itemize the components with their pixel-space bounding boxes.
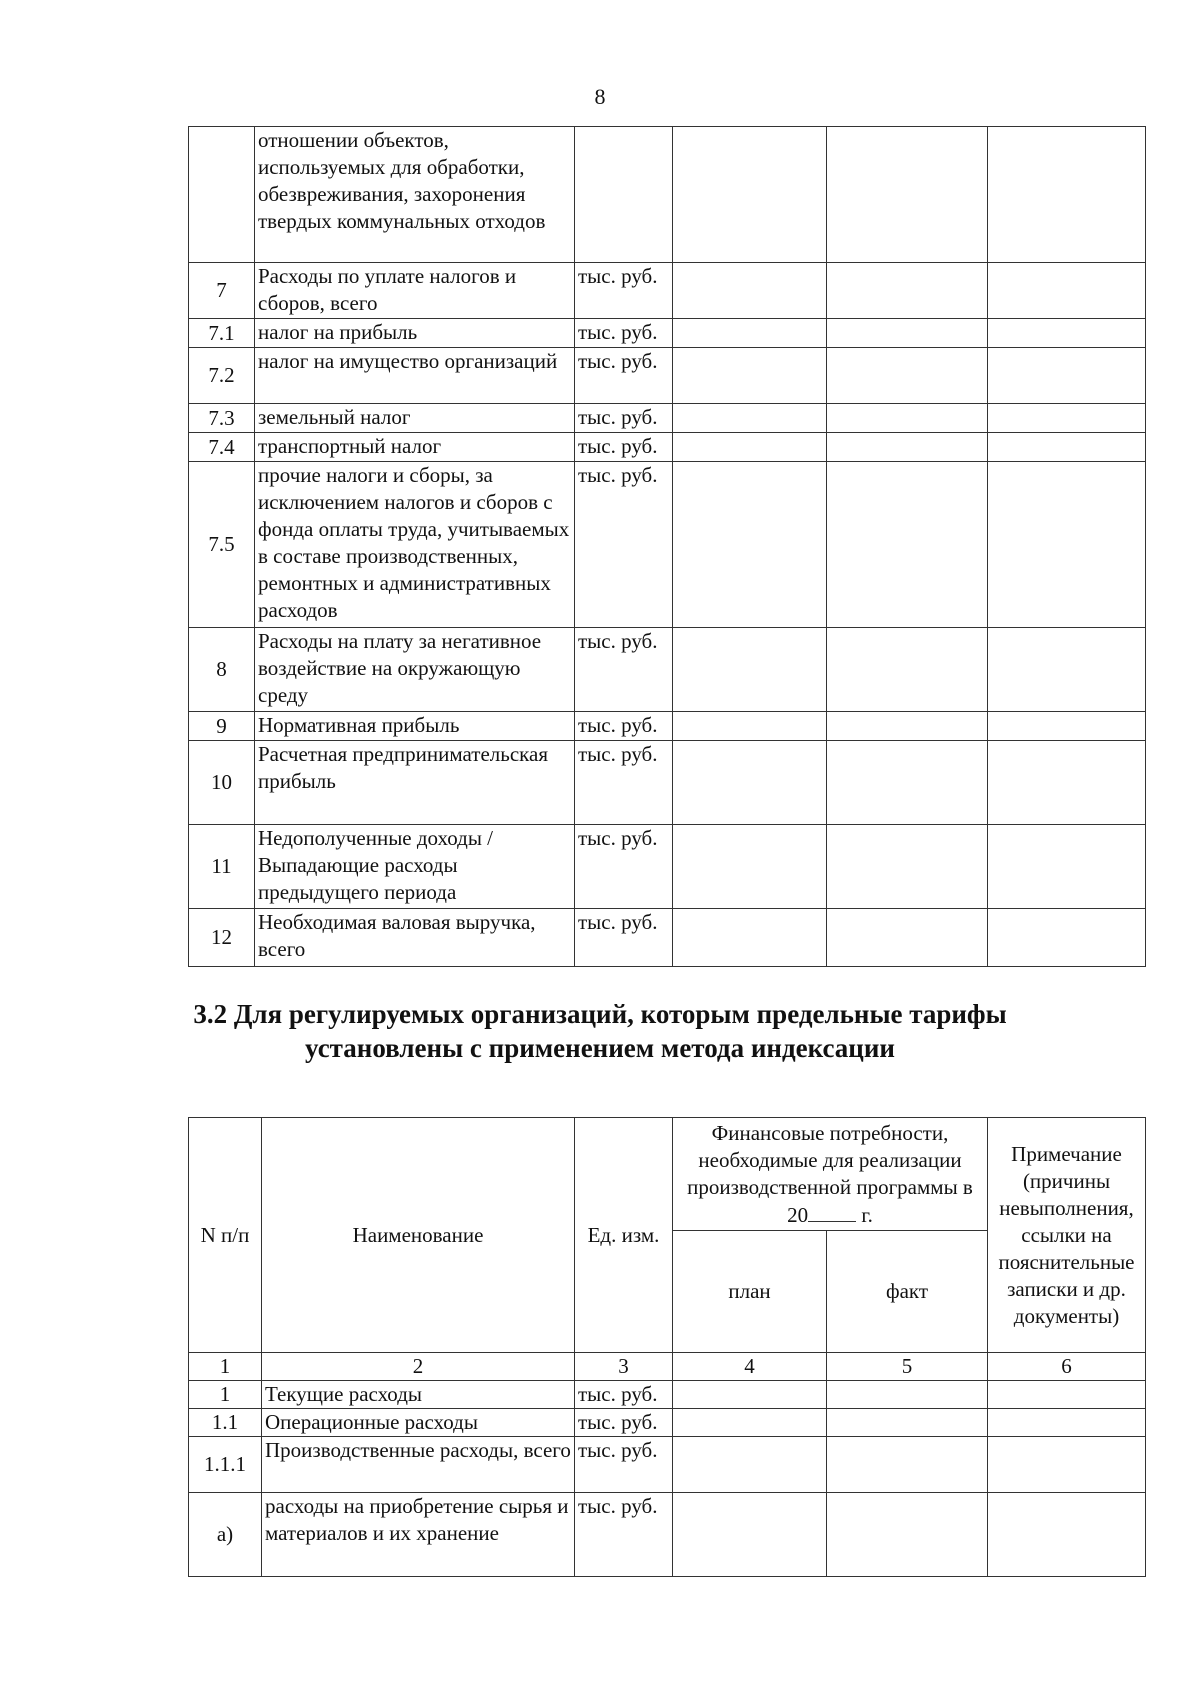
- header-financial-suffix: г.: [861, 1202, 873, 1227]
- plan-cell[interactable]: [673, 348, 827, 404]
- row-name: прочие налоги и сборы, за исключением налогов и сборов с фонда оплаты труда, учитываемых в составе производственных, ремонтных и административных расходов: [255, 462, 575, 628]
- note-cell[interactable]: [988, 909, 1146, 967]
- plan-cell[interactable]: [673, 1437, 827, 1493]
- note-cell[interactable]: [988, 712, 1146, 741]
- fact-cell[interactable]: [827, 1409, 988, 1437]
- section-title-line-2: установлены с применением метода индексации: [305, 1033, 895, 1063]
- note-cell[interactable]: [988, 628, 1146, 712]
- header-plan: план: [673, 1231, 827, 1353]
- header-num: N п/п: [189, 1118, 262, 1353]
- row-unit: тыс. руб.: [575, 348, 673, 404]
- header-note: Примечание (причины невыполнения, ссылки на пояснительные записки и др. документы): [988, 1118, 1146, 1353]
- row-name: транспортный налог: [255, 433, 575, 462]
- fact-cell[interactable]: [827, 1493, 988, 1577]
- row-unit: тыс. руб.: [575, 1409, 673, 1437]
- row-number: 1.1.1: [189, 1437, 262, 1493]
- fact-cell[interactable]: [827, 433, 988, 462]
- row-unit: тыс. руб.: [575, 263, 673, 319]
- table-row: [189, 909, 1146, 967]
- header-unit: Ед. изм.: [575, 1118, 673, 1353]
- row-name: земельный налог: [255, 404, 575, 433]
- col-number: 6: [988, 1353, 1146, 1381]
- fact-cell[interactable]: [827, 1437, 988, 1493]
- table-row: [189, 433, 1146, 462]
- plan-cell[interactable]: [673, 404, 827, 433]
- note-cell[interactable]: [988, 1409, 1146, 1437]
- row-number: 10: [189, 741, 255, 825]
- row-unit: тыс. руб.: [575, 1437, 673, 1493]
- row-number: 7.4: [189, 433, 255, 462]
- plan-cell[interactable]: [673, 1409, 827, 1437]
- table-row: [189, 263, 1146, 319]
- table-row: [189, 741, 1146, 825]
- fact-cell[interactable]: [827, 1381, 988, 1409]
- note-cell[interactable]: [988, 825, 1146, 909]
- table-row: [189, 1437, 1146, 1493]
- table-row: [189, 348, 1146, 404]
- row-unit: тыс. руб.: [575, 741, 673, 825]
- fact-cell[interactable]: [827, 628, 988, 712]
- row-name: Необходимая валовая выручка, всего: [255, 909, 575, 967]
- table-row: [189, 712, 1146, 741]
- plan-cell[interactable]: [673, 127, 827, 263]
- row-name: налог на имущество организаций: [255, 348, 575, 404]
- note-cell[interactable]: [988, 1381, 1146, 1409]
- table-row: [189, 825, 1146, 909]
- row-unit: тыс. руб.: [575, 319, 673, 348]
- row-number: 1.1: [189, 1409, 262, 1437]
- row-number: 7.3: [189, 404, 255, 433]
- header-fact: факт: [827, 1231, 988, 1353]
- row-number: 7.2: [189, 348, 255, 404]
- row-name: налог на прибыль: [255, 319, 575, 348]
- row-number: 1: [189, 1381, 262, 1409]
- section-title-line-1: 3.2 Для регулируемых организаций, которым предельные тарифы: [193, 999, 1007, 1029]
- row-name: Операционные расходы: [262, 1409, 575, 1437]
- fact-cell[interactable]: [827, 909, 988, 967]
- note-cell[interactable]: [988, 741, 1146, 825]
- col-number: 1: [189, 1353, 262, 1381]
- row-name: Расходы на плату за негативное воздействие на окружающую среду: [255, 628, 575, 712]
- note-cell[interactable]: [988, 319, 1146, 348]
- note-cell[interactable]: [988, 1493, 1146, 1577]
- plan-cell[interactable]: [673, 1381, 827, 1409]
- plan-cell[interactable]: [673, 909, 827, 967]
- note-cell[interactable]: [988, 348, 1146, 404]
- row-number: 12: [189, 909, 255, 967]
- indexation-expenses-table: [188, 1117, 1146, 1577]
- header-financial-needs: [673, 1118, 988, 1231]
- row-name: Расходы по уплате налогов и сборов, всего: [255, 263, 575, 319]
- header-row: [189, 1118, 1146, 1231]
- plan-cell[interactable]: [673, 433, 827, 462]
- column-number-row: [189, 1353, 1146, 1381]
- fact-cell[interactable]: [827, 462, 988, 628]
- fact-cell[interactable]: [827, 127, 988, 263]
- plan-cell[interactable]: [673, 1493, 827, 1577]
- year-blank[interactable]: [808, 1201, 856, 1222]
- table-row: [189, 1381, 1146, 1409]
- col-number: 4: [673, 1353, 827, 1381]
- row-number: 9: [189, 712, 255, 741]
- note-cell[interactable]: [988, 127, 1146, 263]
- section-title: [120, 997, 1080, 1065]
- row-name: расходы на приобретение сырья и материалов и их хранение: [262, 1493, 575, 1577]
- row-name: Текущие расходы: [262, 1381, 575, 1409]
- table-row: [189, 1493, 1146, 1577]
- fact-cell[interactable]: [827, 348, 988, 404]
- plan-cell[interactable]: [673, 712, 827, 741]
- note-cell[interactable]: [988, 462, 1146, 628]
- plan-cell[interactable]: [673, 825, 827, 909]
- table-row: [189, 127, 1146, 263]
- plan-cell[interactable]: [673, 462, 827, 628]
- row-number: 8: [189, 628, 255, 712]
- header-name: Наименование: [262, 1118, 575, 1353]
- row-name: Расчетная предпринимательская прибыль: [255, 741, 575, 825]
- row-name: отношении объектов, используемых для обработки, обезвреживания, захоронения твердых коммунальных отходов: [255, 127, 575, 263]
- row-number: 11: [189, 825, 255, 909]
- table-row: [189, 319, 1146, 348]
- col-number: 2: [262, 1353, 575, 1381]
- table-row: [189, 404, 1146, 433]
- row-unit: тыс. руб.: [575, 462, 673, 628]
- plan-cell[interactable]: [673, 319, 827, 348]
- row-unit: тыс. руб.: [575, 909, 673, 967]
- table-row: [189, 462, 1146, 628]
- plan-cell[interactable]: [673, 741, 827, 825]
- row-name: Недополученные доходы / Выпадающие расходы предыдущего периода: [255, 825, 575, 909]
- row-number: 7.1: [189, 319, 255, 348]
- row-number: 7: [189, 263, 255, 319]
- fact-cell[interactable]: [827, 263, 988, 319]
- note-cell[interactable]: [988, 263, 1146, 319]
- fact-cell[interactable]: [827, 825, 988, 909]
- col-number: 3: [575, 1353, 673, 1381]
- fact-cell[interactable]: [827, 319, 988, 348]
- row-unit: тыс. руб.: [575, 404, 673, 433]
- row-unit: [575, 127, 673, 263]
- row-name: Нормативная прибыль: [255, 712, 575, 741]
- note-cell[interactable]: [988, 1437, 1146, 1493]
- plan-cell[interactable]: [673, 628, 827, 712]
- row-number: а): [189, 1493, 262, 1577]
- row-number: 7.5: [189, 462, 255, 628]
- note-cell[interactable]: [988, 404, 1146, 433]
- row-number: [189, 127, 255, 263]
- fact-cell[interactable]: [827, 712, 988, 741]
- fact-cell[interactable]: [827, 741, 988, 825]
- note-cell[interactable]: [988, 433, 1146, 462]
- row-unit: тыс. руб.: [575, 433, 673, 462]
- col-number: 5: [827, 1353, 988, 1381]
- table-row: [189, 628, 1146, 712]
- table-row: [189, 1409, 1146, 1437]
- row-name: Производственные расходы, всего: [262, 1437, 575, 1493]
- row-unit: тыс. руб.: [575, 628, 673, 712]
- row-unit: тыс. руб.: [575, 825, 673, 909]
- plan-cell[interactable]: [673, 263, 827, 319]
- fact-cell[interactable]: [827, 404, 988, 433]
- row-unit: тыс. руб.: [575, 712, 673, 741]
- header-financial-text: Финансовые потребности, необходимые для реализации производственной программы в 20: [687, 1120, 973, 1227]
- row-unit: тыс. руб.: [575, 1381, 673, 1409]
- page-number: 8: [594, 84, 606, 109]
- row-unit: тыс. руб.: [575, 1493, 673, 1577]
- expenses-table-continued: [188, 126, 1146, 967]
